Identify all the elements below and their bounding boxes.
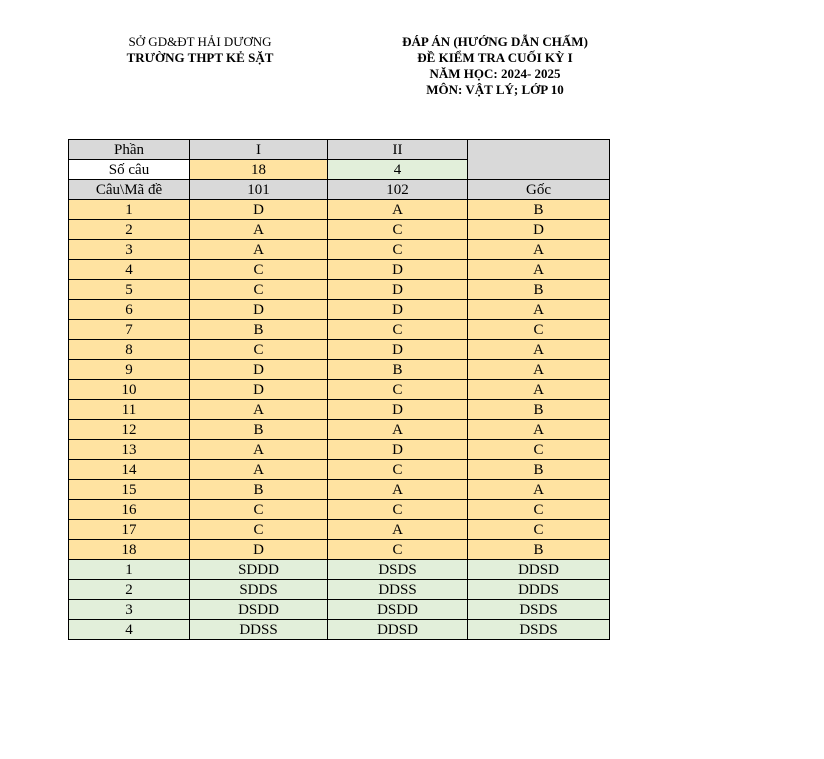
part1-answer-row — [69, 200, 610, 220]
document-title: ĐÁP ÁN (HƯỚNG DẪN CHẤM) — [402, 34, 588, 49]
exam-name: ĐỀ KIỂM TRA CUỐI KỲ I — [417, 50, 573, 65]
question-number: 4 — [69, 620, 190, 640]
answer-101: SDDD — [190, 560, 328, 580]
answer-original: A — [468, 480, 610, 500]
answer-102: C — [328, 540, 468, 560]
question-number: 16 — [69, 500, 190, 520]
part1-answer-row — [69, 320, 610, 340]
part1-answer-row — [69, 360, 610, 380]
answer-original: C — [468, 440, 610, 460]
part1-answer-row — [69, 520, 610, 540]
answer-original: A — [468, 240, 610, 260]
answer-102: D — [328, 300, 468, 320]
question-number: 4 — [69, 260, 190, 280]
answer-original: DDDS — [468, 580, 610, 600]
school-year: NĂM HỌC: 2024- 2025 — [429, 66, 561, 81]
question-number: 9 — [69, 360, 190, 380]
answer-original: C — [468, 500, 610, 520]
answer-102: C — [328, 220, 468, 240]
answer-101: A — [190, 240, 328, 260]
answer-original: A — [468, 380, 610, 400]
answer-original: DSDS — [468, 600, 610, 620]
part1-answer-row — [69, 340, 610, 360]
answer-102: A — [328, 520, 468, 540]
answer-101: C — [190, 520, 328, 540]
question-number: 1 — [69, 200, 190, 220]
part1-answer-row — [69, 480, 610, 500]
part1-answer-row — [69, 540, 610, 560]
code-101-header: 101 — [190, 180, 328, 200]
answer-101: D — [190, 200, 328, 220]
answer-101: C — [190, 280, 328, 300]
question-number: 12 — [69, 420, 190, 440]
answer-original: B — [468, 540, 610, 560]
part1-answer-row — [69, 400, 610, 420]
answer-original: C — [468, 320, 610, 340]
part1-answer-row — [69, 500, 610, 520]
answer-key-table — [68, 139, 610, 640]
answer-101: DSDD — [190, 600, 328, 620]
part1-answer-row — [69, 420, 610, 440]
question-number: 13 — [69, 440, 190, 460]
subject-grade: MÔN: VẬT LÝ; LỚP 10 — [426, 82, 564, 97]
answer-original: A — [468, 360, 610, 380]
document-title-block — [370, 34, 620, 98]
answer-original: A — [468, 420, 610, 440]
question-number: 8 — [69, 340, 190, 360]
answer-original: DSDS — [468, 620, 610, 640]
answer-original: B — [468, 400, 610, 420]
part-1-header: I — [190, 140, 328, 160]
part2-answer-row — [69, 600, 610, 620]
blank-header-cell — [468, 140, 610, 180]
part1-answer-row — [69, 240, 610, 260]
question-number: 7 — [69, 320, 190, 340]
answer-101: B — [190, 320, 328, 340]
part1-answer-row — [69, 280, 610, 300]
answer-original: A — [468, 300, 610, 320]
school-header — [80, 34, 320, 66]
question-number: 18 — [69, 540, 190, 560]
answer-101: A — [190, 220, 328, 240]
answer-original: DDSD — [468, 560, 610, 580]
answer-102: D — [328, 260, 468, 280]
part2-answer-row — [69, 560, 610, 580]
answer-101: B — [190, 480, 328, 500]
answer-102: D — [328, 280, 468, 300]
answer-101: A — [190, 400, 328, 420]
answer-101: C — [190, 500, 328, 520]
answer-102: D — [328, 340, 468, 360]
department-name: SỞ GD&ĐT HẢI DƯƠNG — [128, 34, 272, 49]
part2-answer-row — [69, 620, 610, 640]
answer-101: D — [190, 300, 328, 320]
answer-101: DDSS — [190, 620, 328, 640]
part-1-count: 18 — [190, 160, 328, 180]
answer-101: C — [190, 340, 328, 360]
answer-101: D — [190, 540, 328, 560]
answer-102: DSDD — [328, 600, 468, 620]
answer-original: B — [468, 200, 610, 220]
part1-answer-row — [69, 440, 610, 460]
original-header: Gốc — [468, 180, 610, 200]
code-102-header: 102 — [328, 180, 468, 200]
part2-answer-row — [69, 580, 610, 600]
part1-answer-row — [69, 380, 610, 400]
answer-original: A — [468, 260, 610, 280]
part-2-count: 4 — [328, 160, 468, 180]
question-number: 10 — [69, 380, 190, 400]
answer-original: C — [468, 520, 610, 540]
part-row — [69, 140, 610, 160]
answer-102: A — [328, 480, 468, 500]
answer-102: C — [328, 460, 468, 480]
school-name: TRƯỜNG THPT KẺ SẶT — [126, 50, 274, 65]
answer-101: A — [190, 460, 328, 480]
answer-original: B — [468, 280, 610, 300]
question-number: 11 — [69, 400, 190, 420]
answer-101: A — [190, 440, 328, 460]
question-number: 15 — [69, 480, 190, 500]
question-number: 3 — [69, 240, 190, 260]
question-number: 2 — [69, 580, 190, 600]
answer-101: B — [190, 420, 328, 440]
answer-102: C — [328, 320, 468, 340]
part-label: Phần — [69, 140, 190, 160]
part1-answer-row — [69, 220, 610, 240]
answer-102: D — [328, 400, 468, 420]
question-number: 17 — [69, 520, 190, 540]
answer-102: DDSS — [328, 580, 468, 600]
answer-original: A — [468, 340, 610, 360]
answer-102: C — [328, 500, 468, 520]
part1-answer-row — [69, 300, 610, 320]
answer-101: D — [190, 380, 328, 400]
answer-102: D — [328, 440, 468, 460]
part1-answer-row — [69, 460, 610, 480]
answer-102: C — [328, 380, 468, 400]
part-2-header: II — [328, 140, 468, 160]
question-number: 1 — [69, 560, 190, 580]
part1-answer-row — [69, 260, 610, 280]
question-number: 6 — [69, 300, 190, 320]
question-number: 14 — [69, 460, 190, 480]
answer-102: DDSD — [328, 620, 468, 640]
answer-101: C — [190, 260, 328, 280]
count-label: Số câu — [69, 160, 190, 180]
answer-101: D — [190, 360, 328, 380]
answer-102: B — [328, 360, 468, 380]
question-number: 2 — [69, 220, 190, 240]
answer-original: B — [468, 460, 610, 480]
answer-102: A — [328, 420, 468, 440]
answer-102: C — [328, 240, 468, 260]
answer-original: D — [468, 220, 610, 240]
question-number: 5 — [69, 280, 190, 300]
answer-102: A — [328, 200, 468, 220]
question-number: 3 — [69, 600, 190, 620]
question-code-label: Câu\Mã đề — [69, 180, 190, 200]
column-header-row — [69, 180, 610, 200]
answer-102: DSDS — [328, 560, 468, 580]
answer-101: SDDS — [190, 580, 328, 600]
